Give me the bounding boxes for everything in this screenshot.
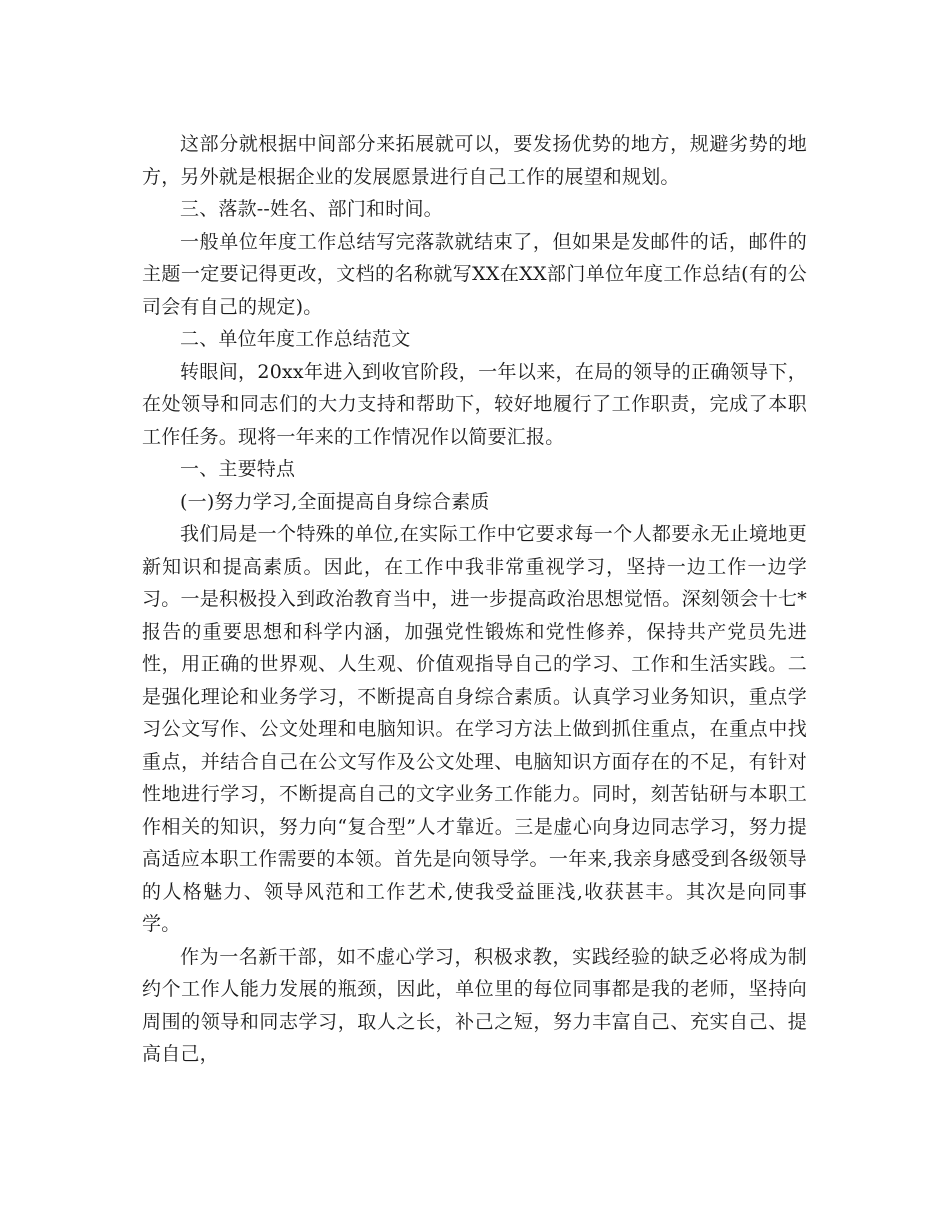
paragraph-email-subject: 一般单位年度工作总结写完落款就结束了，但如果是发邮件的话，邮件的主题一定要记得更改，文档的名称就写XX在XX部门单位年度工作总结(有的公司会有自己的规定)。 <box>142 230 807 318</box>
paragraph-new-cadre: 作为一名新干部，如不虚心学习，积极求教，实践经验的缺乏必将成为制约个工作人能力发展的瓶颈，因此，单位里的每位同事都是我的老师，坚持向周围的领导和同志学习，取人之长，补己之短，努力丰富自己、充实自己、提高自己， <box>142 945 807 1065</box>
paragraph-expand-middle: 这部分就根据中间部分来拓展就可以，要发扬优势的地方，规避劣势的地方，另外就是根据企业的发展愿景进行自己工作的展望和规划。 <box>142 133 807 188</box>
document-body <box>142 128 807 1071</box>
heading-main-features: 一、主要特点 <box>180 458 296 480</box>
paragraph-intro: 转眼间，20xx年进入到收官阶段，一年以来，在局的领导的正确领导下，在处领导和同志们的大力支持和帮助下，较好地履行了工作职责，完成了本职工作任务。现将一年来的工作情况作以简要汇报。 <box>142 360 807 448</box>
heading-sample-summary: 二、单位年度工作总结范文 <box>180 328 411 350</box>
heading-signature: 三、落款--姓名、部门和时间。 <box>180 198 443 220</box>
subheading-study: (一)努力学习,全面提高自身综合素质 <box>180 490 490 513</box>
paragraph-study-details: 我们局是一个特殊的单位,在实际工作中它要求每一个人都要永无止境地更新知识和提高素质。因此，在工作中我非常重视学习，坚持一边工作一边学习。一是积极投入到政治教育当中，进一步提高政治思想觉悟。深刻领会十七*报告的重要思想和科学内涵，加强党性锻炼和党性修养，保持共产党员先进性，用正确的世界观、人生观、价值观指导自己的学习、工作和生活实践。二是强化理论和业务学习，不断提高自身综合素质。认真学习业务知识，重点学习公文写作、公文处理和电脑知识。在学习方法上做到抓住重点，在重点中找重点，并结合自己在公文写作及公文处理、电脑知识方面存在的不足，有针对性地进行学习，不断提高自己的文字业务工作能力。同时，刻苦钻研与本职工作相关的知识，努力向“复合型”人才靠近。三是虚心向身边同志学习，努力提高适应本职工作需要的本领。首先是向领导学。一年来,我亲身感受到各级领导的人格魅力、领导风范和工作艺术,使我受益匪浅,收获甚丰。其次是向同事学。 <box>142 523 807 935</box>
